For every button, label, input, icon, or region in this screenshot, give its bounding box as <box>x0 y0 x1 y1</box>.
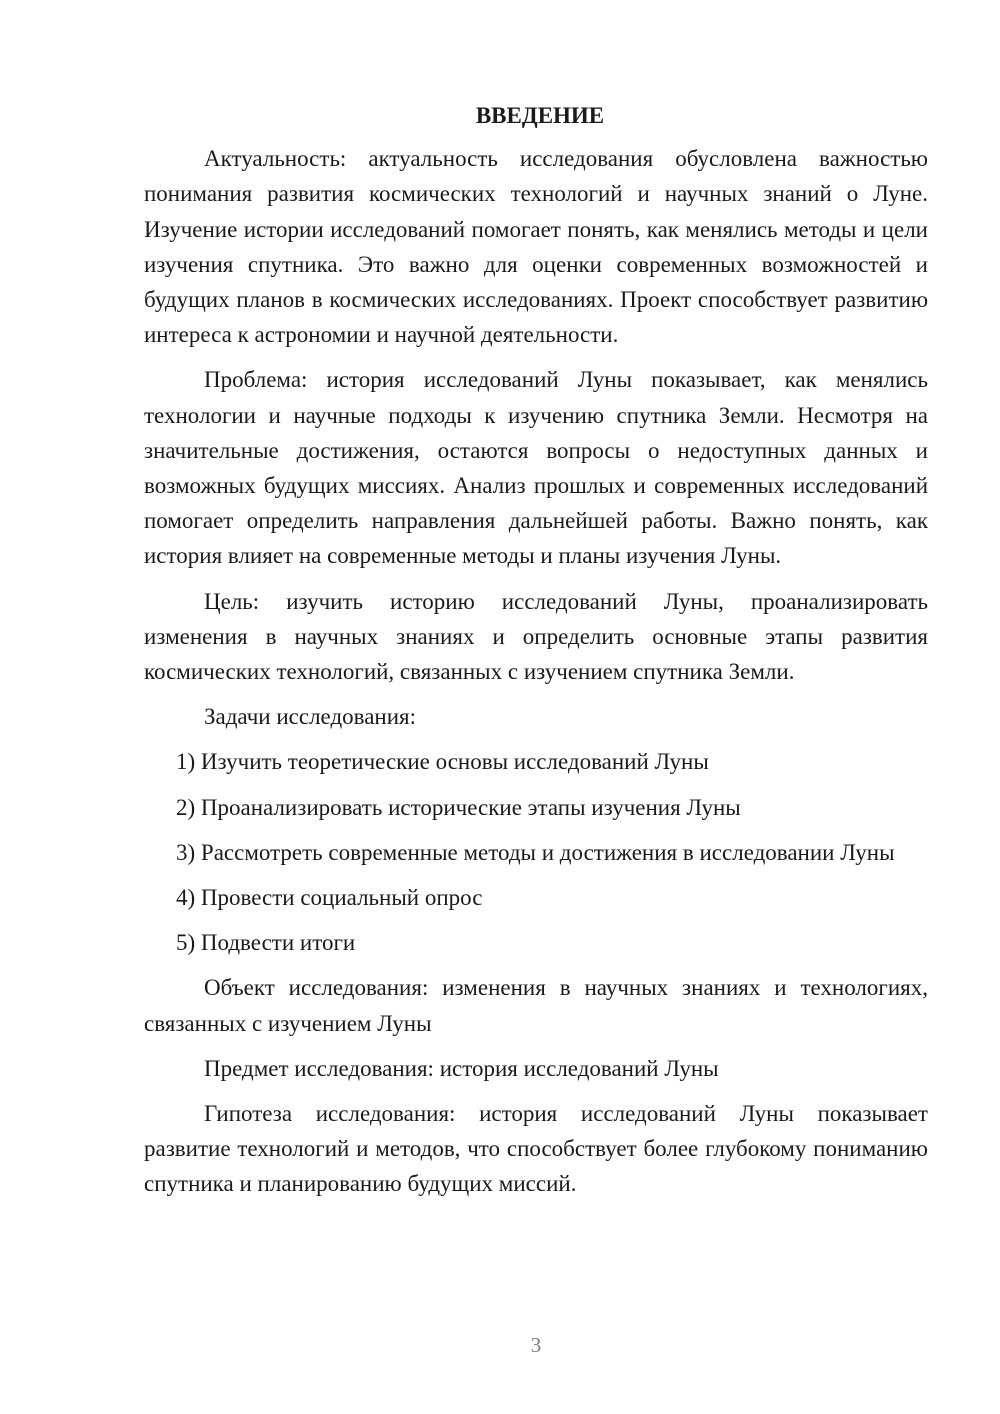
paragraph-object: Объект исследования: изменения в научных знаниях и технологиях, связанных с изучением Луны <box>144 975 928 1036</box>
task-item: 3) Рассмотреть современные методы и достижения в исследовании Луны <box>176 839 895 865</box>
tasks-list <box>144 744 928 960</box>
paragraph-problem: Проблема: история исследований Луны показывает, как менялись технологии и научные подходы к изучению спутника Земли. Несмотря на значительные достижения, остаются вопросы о недоступных данных и возможных будущих миссиях. Анализ прошлых и современных исследований помогает определить направления дальнейшей работы. Важно понять, как история влияет на современные методы и планы изучения Луны. <box>144 367 928 569</box>
page-number: 3 <box>530 1333 542 1357</box>
paragraph-goal: Цель: изучить историю исследований Луны, проанализировать изменения в научных знаниях и определить основные этапы развития космических технологий, связанных с изучением спутника Земли. <box>144 588 928 685</box>
tasks-heading: Задачи исследования: <box>204 704 417 730</box>
page-title: ВВЕДЕНИЕ <box>475 103 605 128</box>
page-content <box>144 98 928 1212</box>
task-item: 1) Изучить теоретические основы исследований Луны <box>176 749 709 775</box>
paragraph-hypothesis: Гипотеза исследования: история исследований Луны показывает развитие технологий и методов, что способствует более глубокому пониманию спутника и планированию будущих миссий. <box>144 1101 928 1197</box>
task-item: 5) Подвести итоги <box>176 930 356 956</box>
paragraph-subject: Предмет исследования: история исследований Луны <box>204 1055 719 1081</box>
task-item: 2) Проанализировать исторические этапы изучения Луны <box>176 794 741 820</box>
task-item: 4) Провести социальный опрос <box>176 885 483 911</box>
paragraph-relevance: Актуальность: актуальность исследования обусловлена важностью понимания развития космических технологий и научных знаний о Луне. Изучение истории исследований помогает понять, как менялись методы и цели изучения спутника. Это важно для оценки современных возможностей и будущих планов в космических исследованиях. Проект способствует развитию интереса к астрономии и научной деятельности. <box>144 146 928 348</box>
